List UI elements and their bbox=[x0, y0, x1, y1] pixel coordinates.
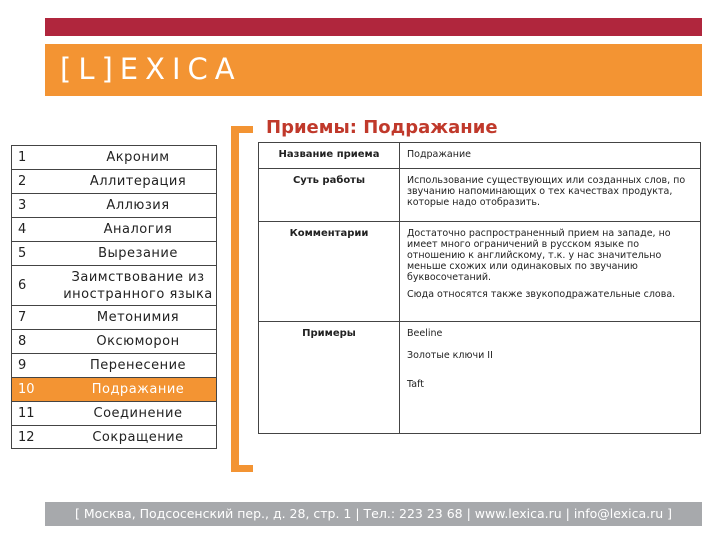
lexica-logo: [L]EXICA bbox=[60, 52, 242, 86]
item-number: 11 bbox=[18, 406, 35, 421]
item-name: Аналогия bbox=[103, 222, 173, 237]
footer-contacts: [ Москва, Подсосенский пер., д. 28, стр. 1 | Тел.: 223 23 68 | www.lexica.ru | info@lexica.ru ] bbox=[45, 502, 702, 526]
item-number: 6 bbox=[18, 278, 27, 293]
table-row bbox=[259, 222, 700, 322]
slide-title: Приемы: Подражание bbox=[266, 117, 498, 138]
item-number: 1 bbox=[18, 150, 27, 165]
name-label: Название приема bbox=[259, 143, 400, 168]
item-name: Аллюзия bbox=[106, 198, 170, 213]
list-item bbox=[11, 401, 217, 425]
item-name: Заимствование из иностранного языка bbox=[63, 269, 213, 302]
list-item bbox=[11, 193, 217, 217]
comments-value bbox=[407, 222, 694, 306]
item-number: 3 bbox=[18, 198, 27, 213]
item-name: Акроним bbox=[106, 150, 170, 165]
example-item: Beeline bbox=[407, 328, 443, 339]
item-name: Аллитерация bbox=[89, 174, 187, 189]
item-name: Сокращение bbox=[92, 429, 184, 445]
list-item bbox=[11, 353, 217, 377]
item-number: 7 bbox=[18, 310, 27, 325]
item-name: Метонимия bbox=[96, 310, 180, 325]
essence-label: Суть работы bbox=[259, 169, 400, 221]
list-item bbox=[11, 145, 217, 169]
table-row bbox=[259, 322, 700, 433]
item-number: 4 bbox=[18, 222, 27, 237]
item-name: Оксюморон bbox=[96, 334, 180, 349]
table-row bbox=[259, 169, 700, 222]
item-name: Подражание bbox=[91, 382, 185, 397]
list-item bbox=[11, 265, 217, 305]
list-item bbox=[11, 217, 217, 241]
list-item bbox=[11, 241, 217, 265]
list-item bbox=[11, 329, 217, 353]
example-item: Taft bbox=[407, 379, 424, 390]
techniques-list bbox=[11, 145, 217, 449]
item-number: 12 bbox=[18, 429, 35, 445]
orange-bracket bbox=[231, 126, 253, 472]
name-value: Подражание bbox=[407, 149, 471, 160]
item-number: 10 bbox=[18, 382, 35, 397]
list-item bbox=[11, 305, 217, 329]
table-row bbox=[259, 143, 700, 169]
comments-label: Комментарии bbox=[259, 222, 400, 321]
item-name: Перенесение bbox=[89, 358, 187, 373]
list-item bbox=[11, 425, 217, 449]
example-item: Золотые ключи II bbox=[407, 350, 493, 361]
technique-details-table bbox=[258, 142, 701, 434]
list-item-active bbox=[11, 377, 217, 401]
item-number: 5 bbox=[18, 246, 27, 261]
examples-label: Примеры bbox=[259, 322, 400, 433]
examples-value bbox=[407, 322, 694, 396]
item-name: Вырезание bbox=[98, 246, 178, 261]
item-name: Соединение bbox=[93, 406, 183, 421]
top-accent-bar bbox=[45, 18, 702, 36]
comments-note: Сюда относятся также звукоподражательные слова. bbox=[407, 289, 676, 300]
comments-text: Достаточно распространенный прием на западе, но имеет много ограничений в русском языке по отношению к английскому, т.к. у нас значительно меньше схожих или одинаковых по звучанию буквосочетаний. bbox=[407, 228, 671, 283]
list-item bbox=[11, 169, 217, 193]
item-number: 2 bbox=[18, 174, 27, 189]
item-number: 9 bbox=[18, 358, 27, 373]
item-number: 8 bbox=[18, 334, 27, 349]
essence-value: Использование существующих или созданных слов, по звучанию напоминающих о тех качествах продукта, которые надо отобразить. bbox=[407, 175, 686, 208]
